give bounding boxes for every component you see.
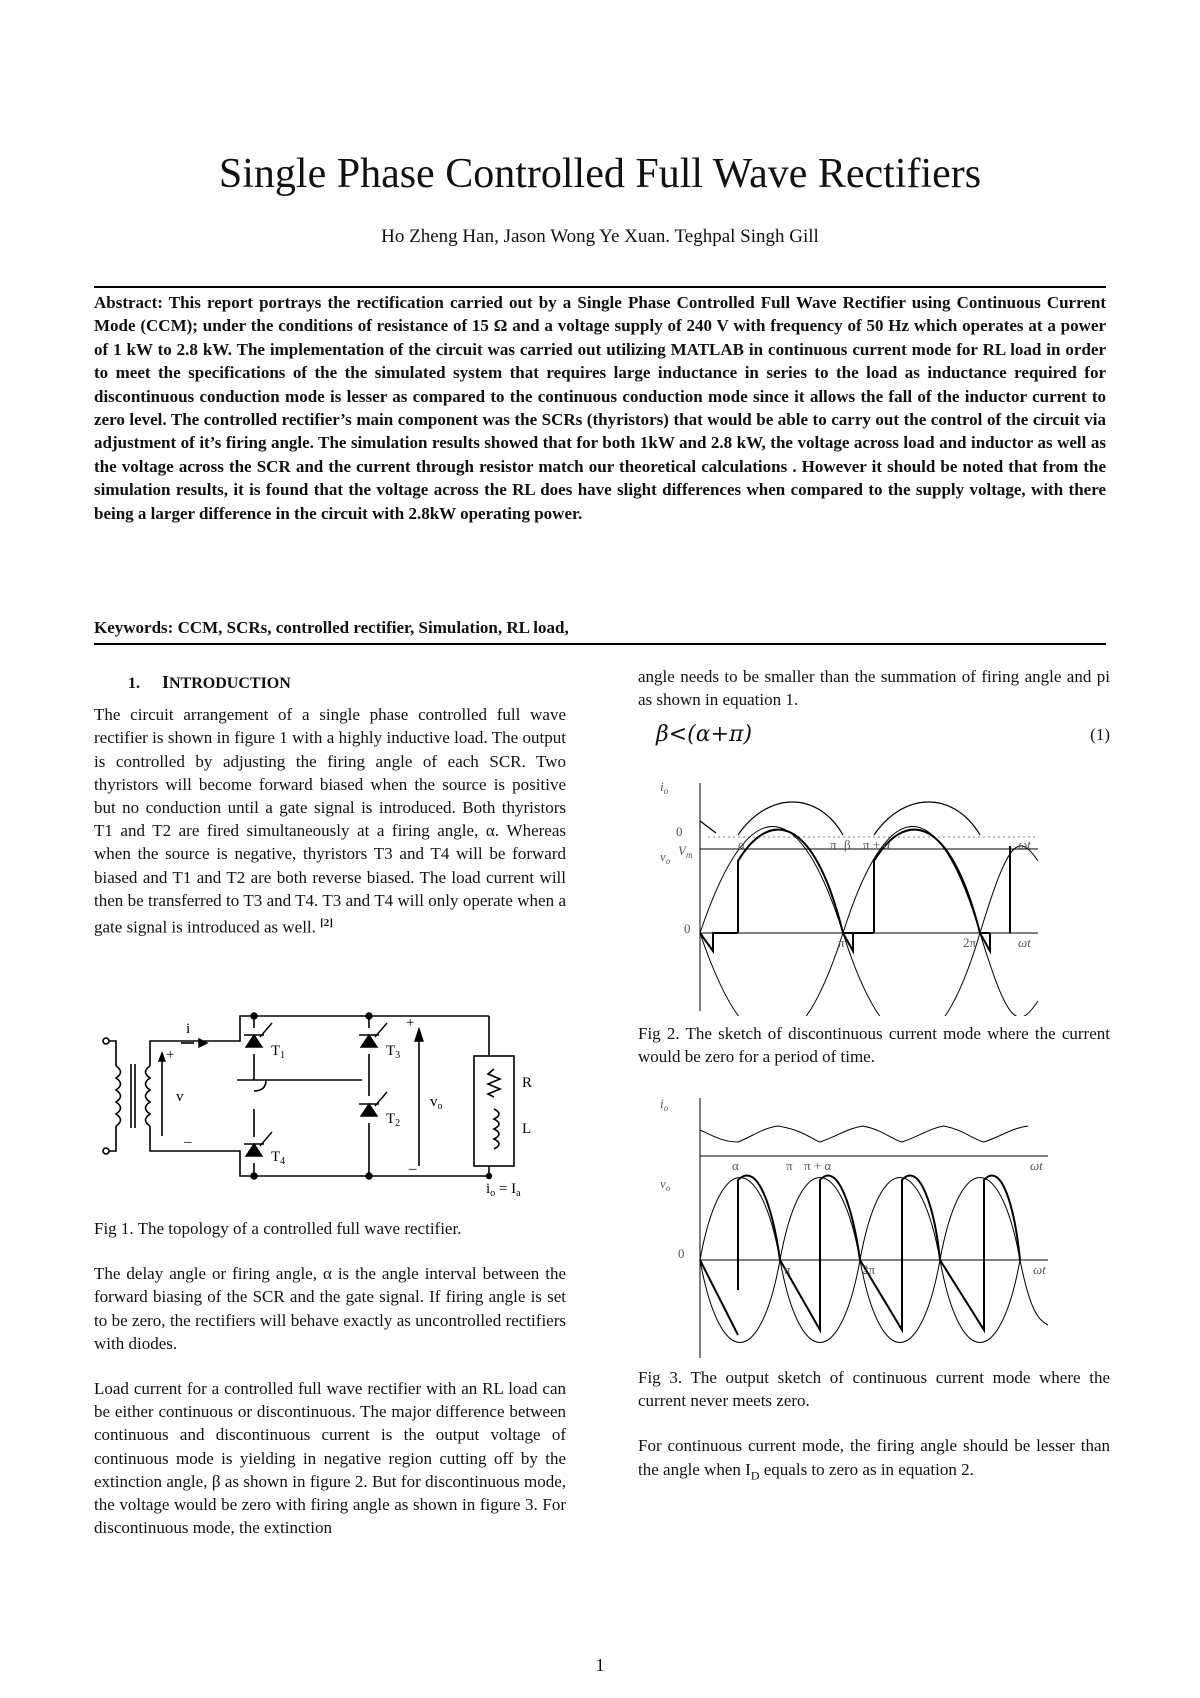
fig2-label-beta: β [844, 836, 851, 852]
fig1-label-t1: $T_1$ [271, 1042, 286, 1061]
fig2-label-io: $i_o$ [660, 778, 669, 796]
fig1-label-plus-source: + [166, 1046, 175, 1063]
fig2-label-pi-lower: π [838, 934, 845, 950]
fig2-label-wt-top: ωt [1018, 836, 1031, 852]
fig1-label-minus-output: – [409, 1160, 417, 1177]
equation-1 [638, 723, 1110, 746]
fig3-label-zero: 0 [678, 1246, 685, 1262]
right-paragraph-2-prefix: For continuous current mode, the firing angle should be lesser than the angle when I [638, 1436, 1110, 1479]
fig2-label-pi: π [830, 836, 837, 852]
fig3-label-pi: π [786, 1158, 793, 1174]
fig1-label-i: i [186, 1020, 191, 1037]
equation-1-expression: β<(α+π) [656, 722, 753, 748]
fig3-label-two-pi: 2π [862, 1262, 876, 1278]
fig2-label-alpha: α [738, 836, 745, 852]
fig1-label-plus-output: + [406, 1014, 415, 1031]
intro-paragraph-3: Load current for a controlled full wave rectifier with an RL load can be either continuous or discontinuous. The major difference between continuous and discontinuous current is the output voltage of continuous mode is yielding in negative region cutting off by the extinction angle, β as shown in figure 2. But for discontinuous mode, the voltage would be zero with firing angle as shown in figure 3. For discontinuous mode, the extinction [94, 1378, 566, 1538]
figure-3-waveform [638, 1090, 1110, 1362]
right-column [638, 665, 1110, 1509]
fig1-label-v: v [176, 1088, 184, 1105]
fig2-label-zero-bottom: 0 [684, 920, 691, 936]
left-column [94, 665, 566, 1561]
section-title-initial: I [162, 672, 170, 692]
intro-paragraph-2: The delay angle or firing angle, α is the angle interval between the forward biasing of the SCR and the gate signal. If firing angle is set to be zero, the rectifiers will behave exactly as uncontrolled rectifiers with diodes. [94, 1264, 566, 1353]
intro-paragraph-1-text: The circuit arrangement of a single phase controlled full wave rectifier is shown in figure 1 with a highly inductive load. The output is controlled by adjusting the firing angle of each SCR. Two thyristors will become forward biased when the source is positive but no conduction until a gate signal is introduced. Both thyristors T1 and T2 are fired simultaneously at a firing angle, α. Whereas when the source is negative, thyristors T3 and T4 will be forward biased and T1 and T2 are both reverse biased. The load current will then be transferred to T3 and T4. T3 and T4 will only operate when a gate signal is introduced as well. [94, 705, 566, 937]
figure-3-caption: Fig 3. The output sketch of continuous current mode where the current never meets zero. [638, 1368, 1110, 1411]
paper-title: Single Phase Controlled Full Wave Rectifiers [218, 151, 982, 197]
fig1-label-r: R [522, 1074, 533, 1091]
fig2-label-wt-bottom: ωt [1018, 934, 1031, 950]
fig1-label-vo: $v_o$ [430, 1093, 443, 1112]
rule-bottom [94, 643, 1106, 645]
fig1-label-t3: $T_3$ [386, 1042, 401, 1061]
fig1-label-minus-source: – [184, 1133, 192, 1150]
fig2-label-two-pi: 2π [963, 934, 977, 950]
figure-1-circuit [94, 961, 566, 1211]
fig3-label-wt-bottom: ωt [1033, 1262, 1046, 1278]
fig3-label-alpha: α [732, 1158, 739, 1174]
fig2-label-vo: $v_o$ [660, 848, 671, 866]
fig1-label-t4: $T_4$ [271, 1148, 286, 1167]
section-title-rest: NTRODUCTION [169, 675, 291, 692]
fig3-label-vo: $v_o$ [660, 1176, 671, 1194]
section-number: 1. [128, 675, 140, 692]
figure-2-waveform [638, 761, 1110, 1016]
reference-2: [2] [320, 917, 333, 930]
keywords: Keywords: CCM, SCRs, controlled rectifier, Simulation, RL load, [94, 618, 569, 637]
fig2-label-pi-alpha: π + α [863, 836, 891, 852]
section-heading-introduction [128, 671, 566, 695]
figure-2-caption: Fig 2. The sketch of discontinuous current mode where the current would be zero for a period of time. [638, 1023, 1110, 1066]
fig3-label-pi-lower: π [784, 1262, 791, 1278]
subscript-d: D [750, 1468, 760, 1483]
page-number: 1 [595, 1655, 605, 1675]
abstract: Abstract: This report portrays the rectification carried out by a Single Phase Controlled Full Wave Rectifier using Continuous Current Mode (CCM); under the conditions of resistance of 15 Ω and a voltage supply of 240 V with frequency of 50 Hz which operates at a power of 1 kW to 2.8 kW. The implementation of the circuit was carried out utilizing MATLAB in continuous current mode for RL load in order to meet the specifications of the the simulated system that requires large inductance in series to the load as inductance required for discontinuous conduction mode is lesser as compared to the continuous conduction mode since it allows the fall of the inductor current to zero level. The controlled rectifier’s main component was the SCRs (thyristors) that would be able to carry out the control of the circuit via adjustment of it’s firing angle. The simulation results showed that for both 1kW and 2.8 kW, the voltage across load and inductor as well as the voltage across the SCR and the current through resistor match our theoretical calculations . However it should be noted that from the simulation results, it is found that the voltage across the RL does have slight differences when compared to the supply voltage, with there being a larger difference in the circuit with 2.8kW operating power. [94, 293, 1106, 523]
fig2-label-zero-top: 0 [676, 823, 683, 839]
fig1-label-l: L [522, 1120, 532, 1137]
right-paragraph-1: angle needs to be smaller than the summation of firing angle and pi as shown in equation 1. [638, 667, 1110, 710]
fig2-label-vm: $V_m$ [678, 842, 693, 860]
fig3-label-pi-alpha: π + α [804, 1158, 832, 1174]
figure-1-caption: Fig 1. The topology of a controlled full wave rectifier. [94, 1218, 462, 1238]
rule-top [94, 286, 1106, 288]
equation-1-number: (1) [1090, 725, 1110, 745]
fig1-label-io: $i_o = I_a$ [486, 1180, 521, 1199]
intro-paragraph-1 [94, 703, 566, 939]
fig3-label-io: $i_o$ [660, 1096, 669, 1114]
fig3-label-wt-top: ωt [1030, 1158, 1043, 1174]
right-paragraph-2-suffix: equals to zero as in equation 2. [759, 1459, 974, 1479]
right-paragraph-2 [638, 1434, 1110, 1487]
authors: Ho Zheng Han, Jason Wong Ye Xuan. Teghpal Singh Gill [381, 226, 819, 247]
fig1-label-t2: $T_2$ [386, 1110, 401, 1129]
